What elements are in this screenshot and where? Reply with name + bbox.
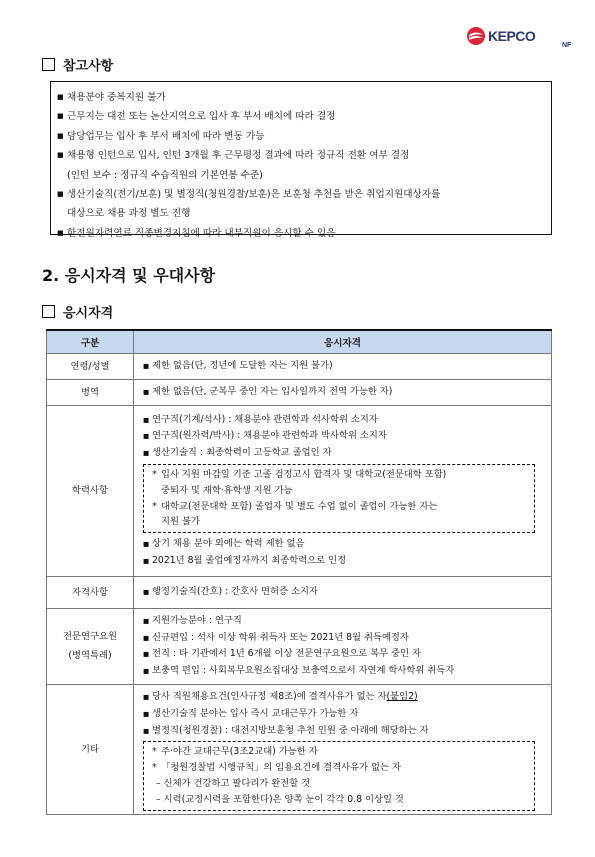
checkbox-square-icon — [42, 58, 55, 71]
bullet-icon: ■ — [143, 362, 150, 370]
row-label — [47, 608, 134, 684]
education-note-box — [143, 464, 535, 533]
list-item: 생산기술직 : 최종학력이 고등학교 졸업인 자 — [152, 447, 332, 459]
list-item: 제한 없음(단, 정년에 도달한 자는 지원 불가) — [152, 360, 333, 371]
table-row — [47, 354, 552, 380]
bullet-icon: ■ — [57, 228, 64, 237]
row-label: 자격사항 — [47, 576, 134, 608]
row-label: 연령/성별 — [47, 354, 134, 380]
note-text: 「청원경찰법 시행규칙」의 임용요건에 결격사유가 없는 자 — [161, 762, 401, 774]
bullet-icon: ■ — [143, 726, 150, 735]
bullet-icon: ■ — [57, 93, 64, 101]
bullet-icon: ■ — [143, 667, 150, 676]
list-item-text: 당사 직원채용요건(인사규정 제8조)에 결격사유가 없는 자 — [152, 690, 387, 702]
row-label: 학력사항 — [47, 405, 134, 576]
row-content — [134, 576, 552, 608]
logo-text: KEPCO — [488, 28, 536, 44]
note-item — [57, 224, 545, 243]
note-item — [57, 127, 545, 146]
note-continuation: 대상으로 채용 과정 별도 진행 — [67, 208, 191, 220]
row-label-line: 전문연구요원 — [63, 631, 117, 643]
row-content — [134, 684, 552, 814]
list-item: 연구직(기계/석사) : 채용분야 관련학과 석사학위 소지자 — [152, 413, 378, 425]
note-text: 입사 지원 마감일 기준 고졸 검정고시 합격자 및 대학교(전문대학 포함) — [161, 468, 447, 480]
list-item: 2021년 8월 졸업예정자까지 최종학력으로 인정 — [152, 554, 347, 566]
column-header: 응시자격 — [134, 330, 552, 354]
list-item: 상기 채용 분야 외에는 학력 제한 없음 — [152, 538, 305, 550]
list-item — [152, 689, 418, 706]
bullet-icon: ■ — [57, 151, 64, 160]
bullet-icon: ■ — [57, 112, 64, 121]
note-text: 대학교(전문대학 포함) 졸업자 및 별도 수업 없이 졸업이 가능한 자는 — [161, 500, 438, 512]
table-row — [47, 379, 552, 405]
list-item: 별정직(청원경찰) : 대전지방보훈청 추천 인원 중 아래에 해당하는 자 — [152, 724, 429, 736]
checkbox-square-icon — [42, 305, 55, 318]
bullet-icon: ■ — [143, 540, 150, 549]
note-text: 생산기술직(전기/보훈) 및 별정직(청원경찰/보훈)은 보훈청 추천을 받은 취업지원대상자를 — [67, 189, 441, 201]
row-content — [134, 405, 552, 576]
note-item — [57, 88, 545, 107]
bullet-icon: ■ — [143, 432, 150, 441]
bullet-icon: ■ — [143, 587, 150, 596]
row-content — [134, 379, 552, 405]
bullet-icon: ■ — [143, 449, 150, 458]
table-row — [47, 684, 552, 814]
bullet-icon: ■ — [143, 692, 150, 701]
note-text: 채용분야 중복지원 불가 — [67, 92, 166, 103]
asterisk-icon: * — [152, 468, 157, 480]
asterisk-icon: * — [152, 500, 157, 512]
note-subitem: – 신체가 건강하고 팔다리가 완전할 것 — [156, 777, 311, 789]
note-continuation: 지원 불가 — [161, 516, 200, 528]
note-item — [57, 146, 545, 165]
list-item: 신규편입 : 석사 이상 학위 취득자 또는 2021년 8월 취득예정자 — [152, 631, 409, 643]
note-continuation: (인턴 보수 : 정규직 수습직원의 기본연봉 수준) — [67, 169, 263, 181]
row-content — [134, 354, 552, 380]
list-item: 전직 : 타 기관에서 1년 6개월 이상 전문연구요원으로 복무 중인 자 — [152, 648, 422, 660]
bullet-icon: ■ — [143, 616, 150, 625]
note-text: 담당업무는 입사 후 부서 배치에 따라 변동 가능 — [67, 130, 265, 142]
table-row — [47, 576, 552, 608]
row-label-line: (병역특례) — [68, 650, 112, 662]
notes-heading-text: 참고사항 — [63, 59, 114, 74]
bullet-icon: ■ — [143, 415, 150, 424]
row-content — [134, 608, 552, 684]
list-item: 지원가능분야 : 연구직 — [152, 614, 242, 626]
note-text: 주·야간 교대근무(3조2교대) 가능한 자 — [161, 746, 318, 758]
list-item: 제한 없음(단, 군복무 중인 자는 입사일까지 전역 가능한 자) — [152, 385, 393, 397]
asterisk-icon: * — [152, 746, 157, 758]
bullet-icon: ■ — [143, 633, 150, 642]
etc-note-box — [143, 741, 535, 810]
note-text: 근무지는 대전 또는 논산지역으로 입사 후 부서 배치에 따라 결정 — [67, 111, 336, 123]
list-item: 행정기술직(간호) : 간호사 면허증 소지자 — [152, 585, 318, 597]
note-text: 한전원자력연료 직종변경지침에 따라 내부직원이 응시할 수 있음 — [67, 227, 336, 239]
asterisk-icon: * — [152, 762, 157, 774]
kepco-swirl-icon — [466, 26, 486, 46]
note-subitem: – 시력(교정시력을 포함한다)은 양쪽 눈이 각각 0.8 이상일 것 — [156, 793, 404, 805]
attachment-reference: (붙임2) — [386, 690, 418, 702]
kepco-nf-logo — [466, 22, 572, 50]
notes-heading — [42, 55, 113, 74]
bullet-icon: ■ — [143, 650, 150, 659]
logo-subtext: NF — [562, 42, 572, 49]
notes-box — [50, 81, 552, 239]
row-label: 병역 — [47, 379, 134, 405]
bullet-icon: ■ — [143, 709, 150, 718]
list-item: 연구직(원자력/박사) : 채용분야 관련학과 박사학위 소지자 — [152, 430, 387, 442]
qualification-heading — [42, 302, 113, 321]
bullet-icon: ■ — [57, 131, 64, 140]
bullet-icon: ■ — [143, 556, 150, 565]
column-header: 구분 — [47, 330, 134, 354]
note-text: 채용형 인턴으로 입사, 인턴 3개월 후 근무평정 결과에 따라 정규직 전환 여부 결정 — [67, 150, 410, 162]
note-continuation: 중퇴자 및 재학·휴학생 지원 가능 — [161, 484, 293, 496]
bullet-icon: ■ — [143, 387, 150, 396]
list-item: 생산기술직 분야는 입사 즉시 교대근무가 가능한 자 — [152, 707, 359, 719]
qualification-table — [46, 329, 552, 815]
list-item: 보충역 편입 : 사회복무요원소집대상 보충역으로서 자연계 학사학위 취득자 — [152, 665, 455, 677]
table-row — [47, 405, 552, 576]
qualification-heading-text: 응시자격 — [63, 306, 114, 321]
row-label: 기타 — [47, 684, 134, 814]
table-row — [47, 608, 552, 684]
table-header-row — [47, 330, 552, 354]
section-title: 2. 응시자격 및 우대사항 — [42, 266, 216, 285]
note-item — [57, 185, 545, 204]
bullet-icon: ■ — [57, 190, 64, 199]
note-item — [57, 107, 545, 126]
